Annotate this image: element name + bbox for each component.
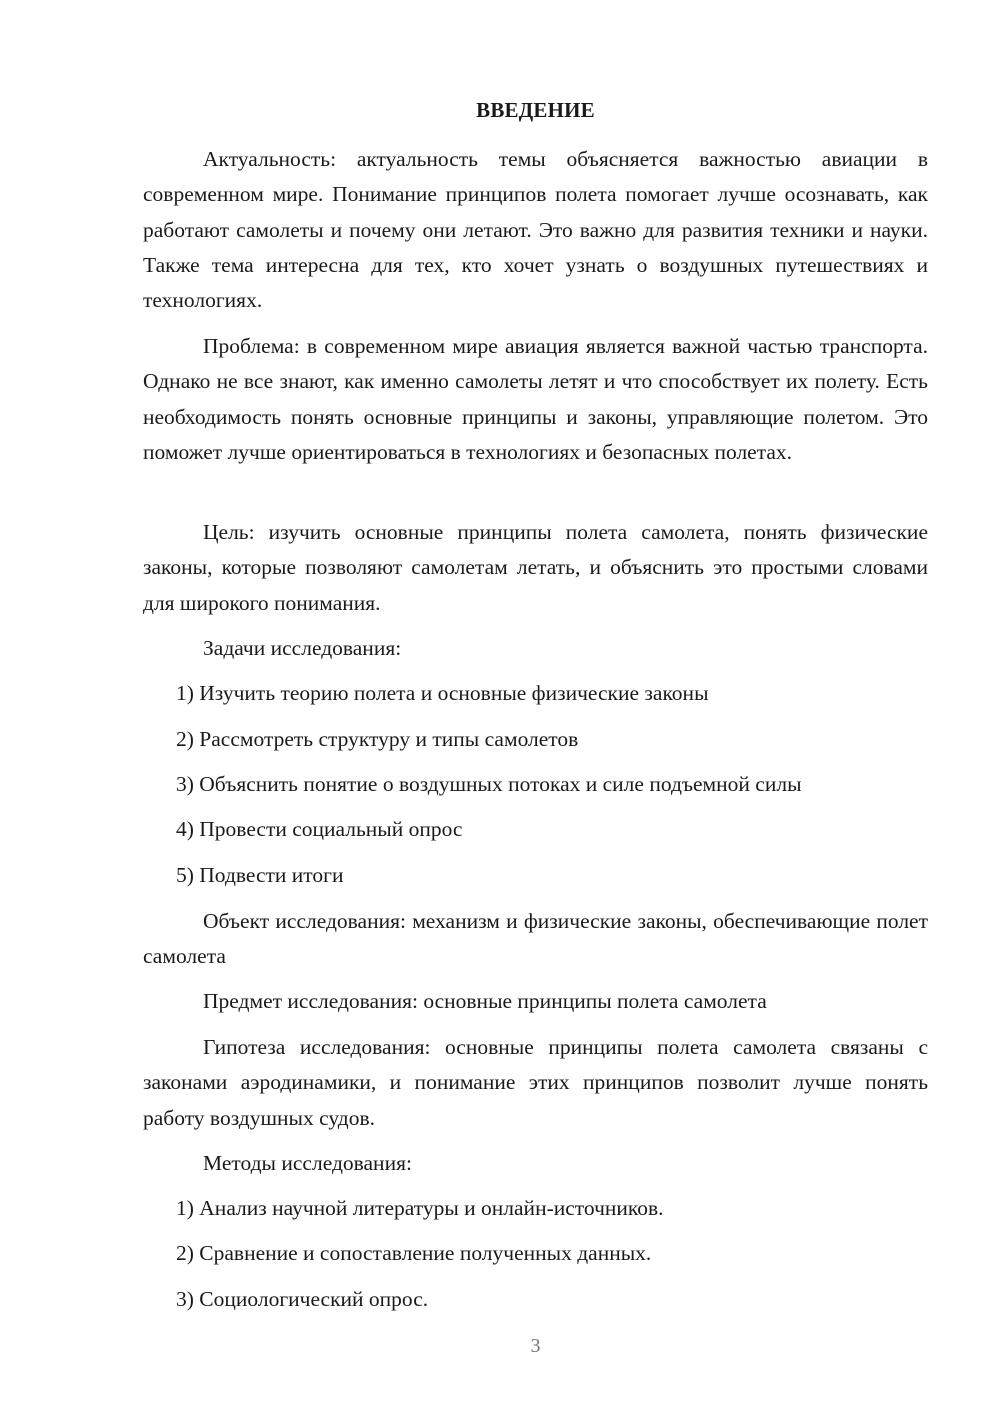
- goal-paragraph: Цель: изучить основные принципы полета самолета, понять физические законы, которые позволяют самолетам летать, и объяснить это простыми словами для широкого понимания.: [143, 520, 928, 615]
- page-number: 3: [530, 1335, 541, 1357]
- method-item: 2) Сравнение и сопоставление полученных данных.: [176, 1241, 652, 1265]
- method-item: 1) Анализ научной литературы и онлайн-источников.: [176, 1196, 664, 1220]
- subject-paragraph: Предмет исследования: основные принципы полета самолета: [203, 989, 767, 1013]
- task-item: 5) Подвести итоги: [176, 863, 344, 887]
- task-item: 3) Объяснить понятие о воздушных потоках и силе подъемной силы: [176, 772, 802, 796]
- section-title: ВВЕДЕНИЕ: [476, 98, 595, 122]
- relevance-paragraph: Актуальность: актуальность темы объясняется важностью авиации в современном мире. Понимание принципов полета помогает лучше осознавать, как работают самолеты и почему они летают. Это важно для развития техники и науки. Также тема интересна для тех, кто хочет узнать о воздушных путешествиях и технологиях.: [143, 147, 928, 313]
- document-page: [143, 0, 928, 1414]
- task-item: 2) Рассмотреть структуру и типы самолетов: [176, 727, 579, 751]
- methods-heading: Методы исследования:: [203, 1151, 412, 1175]
- object-paragraph: Объект исследования: механизм и физические законы, обеспечивающие полет самолета: [143, 909, 928, 969]
- problem-paragraph: Проблема: в современном мире авиация является важной частью транспорта. Однако не все знают, как именно самолеты летят и что способствует их полету. Есть необходимость понять основные принципы и законы, управляющие полетом. Это поможет лучше ориентироваться в технологиях и безопасных полетах.: [143, 334, 928, 464]
- task-item: 1) Изучить теорию полета и основные физические законы: [176, 681, 709, 705]
- method-item: 3) Социологический опрос.: [176, 1287, 429, 1311]
- hypothesis-paragraph: Гипотеза исследования: основные принципы полета самолета связаны с законами аэродинамики, и понимание этих принципов позволит лучше понять работу воздушных судов.: [143, 1035, 928, 1130]
- task-item: 4) Провести социальный опрос: [176, 817, 463, 841]
- tasks-heading: Задачи исследования:: [203, 636, 402, 660]
